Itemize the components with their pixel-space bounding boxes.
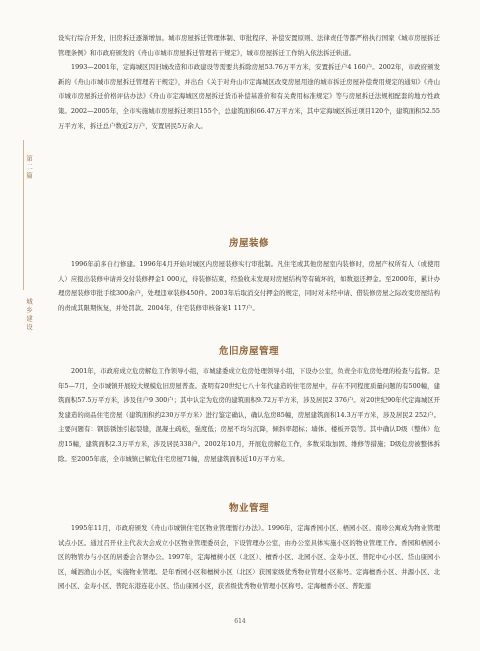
section-paragraph: 1996年前多自行修建。1996年4月开始对城区内房屋装修实行审批制。凡住宅或其他房屋室内装修时，房屋产权所有人（或使用人）应报出装修申请并交付装修押金1 000元，待装修结束，经验收未发现对房屋结构等有破坏的，如数退还押金。至2000年，累计办理房屋装修审批手续300余户，处理违章装修450件。2003年后取消交付押金的规定，同时对未经申请、借装修房屋之际改变房屋结构的责成其限期恢复，并处罚款。2004年，住宅装修审核备案1 117户。 <box>58 260 440 312</box>
intro-paragraph-2: 1993—2001年，定海城区因旧城改造和市政建设等需要共拆除房屋53.76万平方米，安置拆迁户4 160户。2002年，市政府颁发新的《舟山市城市房屋拆迁管理若干规定》，并出台《关于对舟山市定海城区改变房屋用途的城市拆迁房屋补偿费用规定的通知》《舟山市城市房屋拆迁价格评估办法》《舟山市定海城区房屋拆迁货币补偿基准价和有关费用标准规定》等与房屋拆迁法规相配套的地方性政策。2002—2005年，全市实施城市房屋拆迁项目155个，总建筑面积66.47万平方米，其中定海城区拆迁项目120个，建筑面积52.55万平方米，拆迁总户数近2万户，安置居民5万余人。 <box>58 63 440 130</box>
sidebar-part-label: 第二篇 <box>25 155 33 181</box>
section-title-renovation: 房屋装修 <box>228 238 269 249</box>
section-body-renovation <box>58 257 440 315</box>
section-title-property-management: 物业管理 <box>228 503 269 514</box>
page-number: 614 <box>234 618 246 625</box>
section-body-dangerous-housing <box>58 364 440 466</box>
sidebar-chapter-label: 城乡建设 <box>25 298 33 332</box>
intro-block <box>58 31 440 133</box>
section-paragraph: 1995年11月，市政府颁发《舟山市城镇住宅区物业管理暂行办法》。1996年，定海香园小区、梧园小区、南珍公寓成为物业管理试点小区。通过召开业主代表大会成立小区物业管理委员会，下设管理办公室，由办公室具体实施小区的物业管理工作。香园和梧园小区的物管办与小区的居委会合署办公。1997年，定海檀树小区（北区）、檀香小区、北园小区、金寿小区、普陀中心小区、岱山康园小区，嵊泗渔山小区，实施物业管理。是年香园小区和檀树小区（北区）获国家级优秀物业管理小区称号。定海檀香小区、井源小区、北园小区、金寿小区、普陀东港连花小区、岱山康园小区，获省级优秀物业管理小区称号。定海檀香小区、普陀莲 <box>58 524 440 591</box>
section-title-dangerous-housing: 危旧房屋管理 <box>218 346 279 357</box>
section-body-property-management <box>58 521 440 594</box>
intro-paragraph-1: 设实行综合开发，旧房拆迁逐渐增加。城市房屋拆迁管理体制、审批程序、补偿安置原则、法律责任等都严格执行国家《城市房屋拆迁管理条例》和市政府颁发的《舟山市城市房屋拆迁管理若干规定》，城市房屋拆迁工作纳入依法拆迁轨道。 <box>58 34 440 57</box>
section-paragraph: 2001年，市政府成立危房解危工作领导小组，市城建委成立危房处理领导小组，下设办公室，负责全市危房处理的检查与监督。是年5—7月，全市城镇开展较大规模危旧房屋普查。查明有20世纪七八十年代建造的住宅房屋中，存在不同程度质量问题的有500幢，建筑面积57.5万平方米，涉及住户9 300户；其中认定为危房的建筑面积9.72万平方米，涉及居民2 376户。对20世纪90年代定海城区开发建造的商品住宅房屋（建筑面积约230万平方米）进行鉴定确认，确认危房85幢，房屋建筑面积14.3万平方米，涉及居民2 252户。主要问题有：钢筋锈蚀引起裂缝，混凝土疏松，强度低；房屋不均匀沉降，倾斜率超标；墙体、楼板开裂等。其中确认D级（整体）危房15幢，建筑面积2.3万平方米，涉及居民338户。2002年10月，开展危房解危工作，多数采取加固、维修等措施；D级危房被整体拆除。至2005年底，全市城镇已解危住宅房屋71幢，房屋建筑面积近10万平方米。 <box>58 367 440 463</box>
